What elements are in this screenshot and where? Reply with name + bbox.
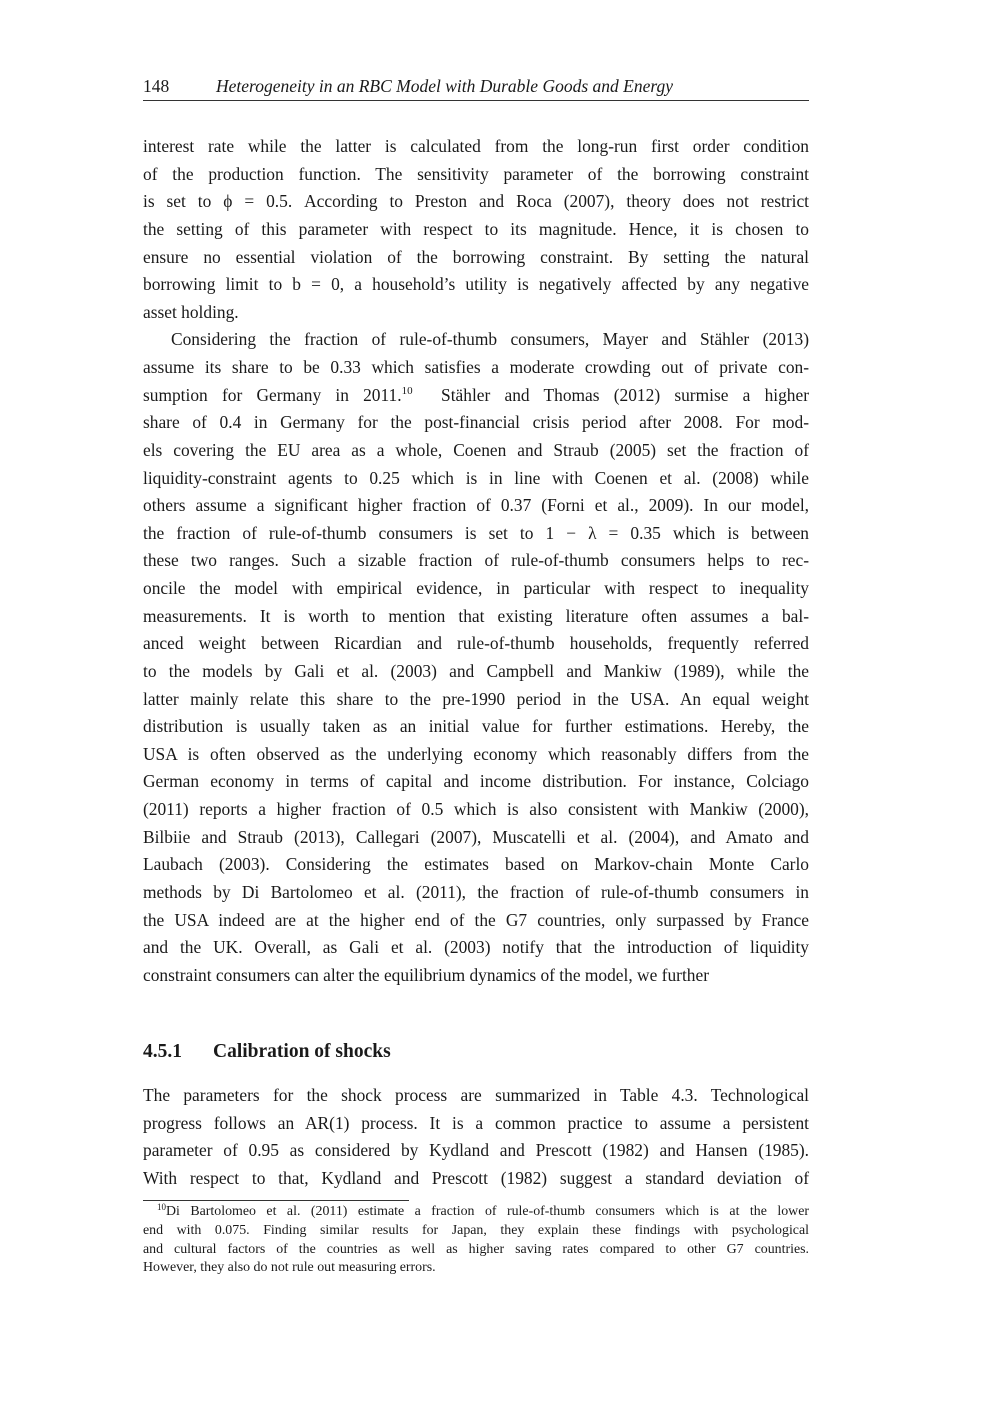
- text-line: anced weight between Ricardian and rule-of-thumb households, frequently referred: [143, 633, 809, 654]
- text-line: latter mainly relate this share to the pre-1990 period in the USA. An equal weight: [143, 688, 809, 709]
- text-line: the setting of this parameter with respect to its magnitude. Hence, it is chosen to: [143, 218, 809, 239]
- text-line: measurements. It is worth to mention that existing literature often assumes a bal-: [143, 605, 809, 626]
- footnote-line: end with 0.075. Finding similar results for Japan, they explain these findings with psychological: [143, 1222, 809, 1238]
- footnote-rule: [143, 1200, 409, 1201]
- running-title: Heterogeneity in an RBC Model with Durable Goods and Energy: [216, 76, 674, 96]
- body-text: [143, 133, 809, 989]
- text-line: oncile the model with empirical evidence, in particular with respect to inequality: [143, 578, 809, 598]
- text-line: ensure no essential violation of the borrowing constraint. By setting the natural: [143, 246, 809, 267]
- text-line: (2011) reports a higher fraction of 0.5 which is also consistent with Mankiw (2000),: [143, 799, 809, 819]
- text-line: Bilbiie and Straub (2013), Callegari (2007), Muscatelli et al. (2004), and Amato and: [143, 826, 809, 847]
- paragraph-2: [143, 326, 809, 989]
- footnote-line: However, they also do not rule out measuring errors.: [143, 1260, 436, 1276]
- text-line: els covering the EU area as a whole, Coenen and Straub (2005) set the fraction of: [143, 439, 809, 460]
- text-line: German economy in terms of capital and income distribution. For instance, Colciago: [143, 771, 809, 792]
- page-number: 148: [143, 76, 170, 96]
- section-number: 4.5.1: [143, 1041, 182, 1062]
- running-header: [143, 74, 809, 101]
- text-line: With respect to that, Kydland and Prescott (1982) suggest a standard deviation of: [143, 1167, 809, 1188]
- text-line: the fraction of rule-of-thumb consumers is set to 1 − λ = 0.35 which is between: [143, 522, 809, 543]
- text-line: Laubach (2003). Considering the estimates based on Markov-chain Monte Carlo: [143, 854, 809, 875]
- text-line: liquidity-constraint agents to 0.25 which is in line with Coenen et al. (2008) while: [143, 467, 809, 488]
- section-paragraph: [143, 1082, 809, 1193]
- text-line: constraint consumers can alter the equilibrium dynamics of the model, we further: [143, 964, 709, 985]
- text-line: USA is often observed as the underlying economy which reasonably differs from the: [143, 743, 809, 764]
- text-line: The parameters for the shock process are summarized in Table 4.3. Technological: [143, 1085, 809, 1105]
- text-line: methods by Di Bartolomeo et al. (2011), the fraction of rule-of-thumb consumers in: [143, 881, 809, 902]
- footnote-reference[interactable]: 10: [401, 384, 413, 397]
- text-line: asset holding.: [143, 301, 239, 322]
- text-line: to the models by Gali et al. (2003) and Campbell and Mankiw (1989), while the: [143, 660, 809, 681]
- text-line: interest rate while the latter is calculated from the long-run first order condition: [143, 136, 809, 156]
- text-line: distribution is usually taken as an initial value for further estimations. Hereby, the: [143, 716, 809, 737]
- text-line: of the production function. The sensitivity parameter of the borrowing constraint: [143, 163, 809, 184]
- section-title: Calibration of shocks: [213, 1041, 391, 1062]
- text-line: assume its share to be 0.33 which satisfies a moderate crowding out of private con-: [143, 357, 809, 377]
- footnote-line: and cultural factors of the countries as well as higher saving rates compared to other G7 countries.: [143, 1241, 809, 1257]
- text-line: is set to ϕ = 0.5. According to Preston and Roca (2007), theory does not restrict: [143, 191, 809, 212]
- text-line: share of 0.4 in Germany for the post-financial crisis period after 2008. For mod-: [143, 412, 809, 433]
- text-line: parameter of 0.95 as considered by Kydland and Prescott (1982) and Hansen (1985).: [143, 1140, 809, 1161]
- text-line: others assume a significant higher fraction of 0.37 (Forni et al., 2009). In our model,: [143, 495, 809, 516]
- text-line: these two ranges. Such a sizable fraction of rule-of-thumb consumers helps to rec-: [143, 550, 809, 571]
- text-line: progress follows an AR(1) process. It is a common practice to assume a persistent: [143, 1112, 809, 1133]
- text-line-with-footnote-ref: sumption for Germany in 2011.10 Stähler and Thomas (2012) surmise a higher: [143, 384, 810, 405]
- footnote-marker: 10: [157, 1202, 166, 1212]
- text-line: the USA indeed are at the higher end of the G7 countries, only surpassed by France: [143, 909, 809, 930]
- text-line: and the UK. Overall, as Gali et al. (2003) notify that the introduction of liquidity: [143, 937, 809, 958]
- paragraph-1: [143, 133, 809, 326]
- text-line: Considering the fraction of rule-of-thumb consumers, Mayer and Stähler (2013): [171, 329, 809, 350]
- footnote: [143, 1203, 809, 1278]
- section-heading: [143, 1041, 391, 1063]
- text-line: borrowing limit to b = 0, a household’s utility is negatively affected by any negative: [143, 274, 809, 295]
- footnote-line: $^{10}$Di Bartolomeo et al. (2011) estimate a fraction of rule-of-thumb consumers which is at the lower: [157, 1202, 809, 1219]
